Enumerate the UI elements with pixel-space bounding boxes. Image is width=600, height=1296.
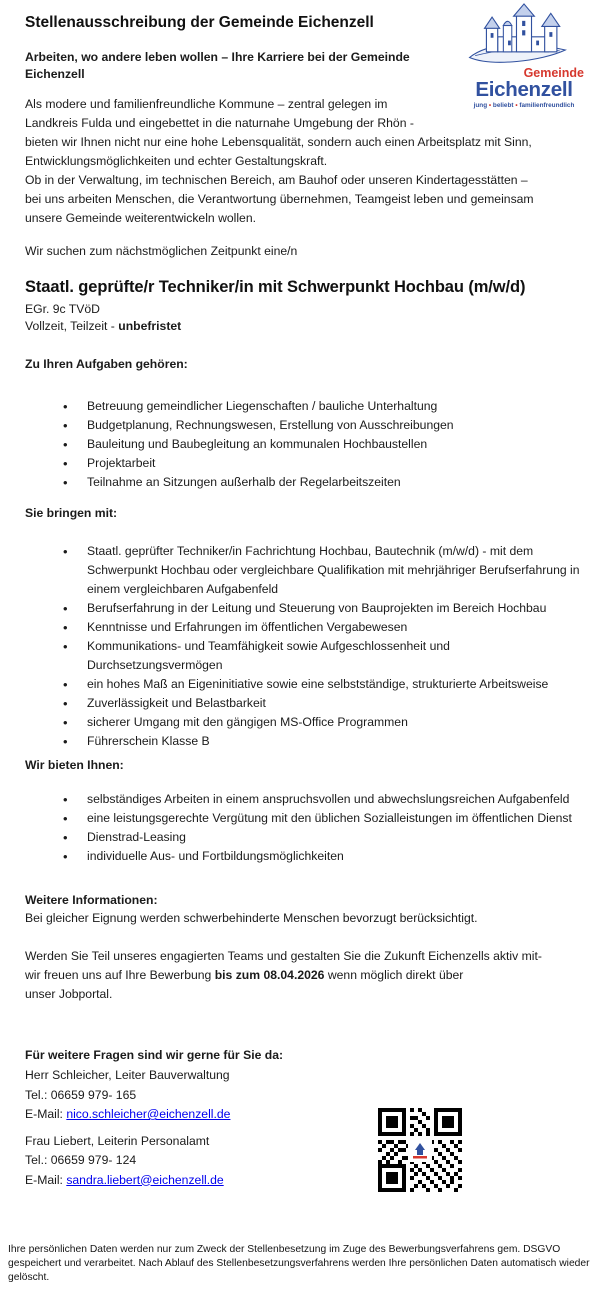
profile-item: • Berufserfahrung in der Leitung und Steuerung von Bauprojekten im Bereich Hochbau <box>87 599 585 618</box>
intro-line: Ob in der Verwaltung, im technischen Bereich, am Bauhof oder unseren Kindertagesstätten – <box>25 173 528 187</box>
contact-person-1 <box>25 1066 585 1125</box>
logo-tagline <box>460 102 588 109</box>
contact-name: Frau Liebert, Leiterin Personalamt <box>25 1133 210 1148</box>
logo-gemeinde-text: Gemeinde <box>523 66 584 80</box>
closing-paragraph <box>25 947 585 1004</box>
contact-email-line <box>25 1105 585 1125</box>
profile-item: • Zuverlässigkeit und Belastbarkeit <box>87 694 585 713</box>
offer-item: • eine leistungsgerechte Vergütung mit den üblichen Sozialleistungen im öffentlichen Dienst <box>87 809 585 828</box>
offer-item: • selbständiges Arbeiten in einem anspruchsvollen und abwechslungsreichen Aufgabenfeld <box>87 790 585 809</box>
email-label: E-Mail: <box>25 1172 67 1187</box>
contact-heading: Für weitere Fragen sind wir gerne für Sie da: <box>25 1048 284 1062</box>
profile-item: • ein hohes Maß an Eigeninitiative sowie eine selbstständige, strukturierte Arbeitsweise <box>87 675 585 694</box>
intro-line: bieten wir Ihnen nicht nur eine hohe Lebensqualität, sondern auch einen Arbeitsplatz mit Sinn, <box>25 135 532 149</box>
qr-finder-top-left <box>378 1108 406 1136</box>
closing-line-2 <box>25 966 585 985</box>
employment-type <box>25 318 585 335</box>
castle-illustration-icon <box>462 3 586 65</box>
contact-phone: Tel.: 06659 979- 124 <box>25 1153 137 1167</box>
email-link-liebert[interactable]: sandra.liebert@eichenzell.de <box>66 1172 224 1187</box>
subtitle-line-1: Arbeiten, wo andere leben wollen – Ihre Karriere bei der Gemeinde <box>25 50 410 64</box>
pay-grade: EGr. 9c TVöD <box>25 302 100 316</box>
closing-line-3: unser Jobportal. <box>25 987 113 1001</box>
application-deadline: bis zum 08.04.2026 <box>214 968 325 982</box>
tasks-heading: Zu Ihren Aufgaben gehören: <box>25 357 188 371</box>
intro-paragraph <box>25 95 585 228</box>
task-item: • Budgetplanung, Rechnungswesen, Erstellung von Ausschreibungen <box>87 416 585 435</box>
contact-email-line <box>25 1171 585 1191</box>
contact-phone: Tel.: 06659 979- 165 <box>25 1087 137 1102</box>
intro-line: unsere Gemeinde weiterentwickeln wollen. <box>25 211 257 225</box>
employment-prefix: Vollzeit, Teilzeit - <box>25 319 119 333</box>
offer-item: • individuelle Aus- und Fortbildungsmöglichkeiten <box>87 847 585 866</box>
closing-pre: wir freuen uns auf Ihre Bewerbung <box>25 968 215 982</box>
profile-heading: Sie bringen mit: <box>25 506 118 520</box>
profile-list <box>25 542 585 751</box>
equal-opportunity-note: Bei gleicher Eignung werden schwerbehinderte Menschen bevorzugt berücksichtigt. <box>25 911 478 925</box>
tagline-separator: • <box>515 102 518 109</box>
gemeinde-eichenzell-logo <box>460 3 588 109</box>
document-body <box>0 13 600 1190</box>
more-info-heading: Weitere Informationen: <box>25 893 158 907</box>
tagline-word: jung <box>473 102 488 109</box>
closing-line-1: Werden Sie Teil unseres engagierten Teams und gestalten Sie die Zukunft Eichenzells aktiv mit- <box>25 949 542 963</box>
qr-code <box>378 1108 462 1192</box>
job-title: Staatl. geprüfte/r Techniker/in mit Schwerpunkt Hochbau (m/w/d) <box>25 278 526 296</box>
profile-item: • Kenntnisse und Erfahrungen im öffentlichen Vergabewesen <box>87 618 585 637</box>
intro-line: Als modere und familienfreundliche Kommune – zentral gelegen im <box>25 97 388 111</box>
profile-item: • Führerschein Klasse B <box>87 732 585 751</box>
intro-line: Landkreis Fulda und eingebettet in die naturnahe Umgebung der Rhön - <box>25 116 414 130</box>
qr-finder-top-right <box>434 1108 462 1136</box>
task-item: • Bauleitung und Baubegleitung an kommunalen Hochbaustellen <box>87 435 585 454</box>
tagline-word: familienfreundlich <box>519 102 575 109</box>
page-title: Stellenausschreibung der Gemeinde Eichenzell <box>25 14 374 31</box>
logo-eichenzell-text: Eichenzell <box>475 78 573 101</box>
profile-item: • Kommunikations- und Teamfähigkeit sowie Aufgeschlossenheit und Durchsetzungsvermögen <box>87 637 585 675</box>
tasks-list <box>25 397 585 492</box>
seek-line: Wir suchen zum nächstmöglichen Zeitpunkt eine/n <box>25 244 298 258</box>
tagline-word: beliebt <box>492 102 514 109</box>
privacy-footer: Ihre persönlichen Daten werden nur zum Zweck der Stellenbesetzung im Zuge des Bewerbungsverfahrens gem. DSGVO gespeichert und verarbeitet. Nach Ablauf des Stellenbesetzungsverfahrens werden Ihre persönlichen Daten automatisch wieder gelöscht. <box>8 1244 590 1283</box>
email-link-schleicher[interactable]: nico.schleicher@eichenzell.de <box>66 1107 231 1121</box>
offer-item: • Dienstrad-Leasing <box>87 828 585 847</box>
intro-line: Entwicklungsmöglichkeiten und echter Gestaltungskraft. <box>25 154 328 168</box>
profile-item: • sicherer Umgang mit den gängigen MS-Office Programmen <box>87 713 585 732</box>
profile-item: • Staatl. geprüfter Techniker/in Fachrichtung Hochbau, Bautechnik (m/w/d) - mit dem Schwerpunkt Hochbau oder vergleichbare Qualifikation mit mehrjähriger Berufserfahrung in einem vergleichbaren Aufgabenfeld <box>87 542 585 599</box>
qr-finder-bottom-left <box>378 1164 406 1192</box>
closing-post: wenn möglich direkt über <box>324 968 464 982</box>
offer-heading: Wir bieten Ihnen: <box>25 758 124 772</box>
employment-term: unbefristet <box>118 319 182 333</box>
task-item: • Teilnahme an Sitzungen außerhalb der Regelarbeitszeiten <box>87 473 585 492</box>
contact-person-2 <box>25 1132 585 1191</box>
subtitle-line-2: Eichenzell <box>25 67 85 81</box>
email-label: E-Mail: <box>25 1107 67 1121</box>
qr-center-logo-icon <box>408 1138 432 1162</box>
task-item: • Projektarbeit <box>87 454 585 473</box>
task-item: • Betreuung gemeindlicher Liegenschaften / bauliche Unterhaltung <box>87 397 585 416</box>
intro-line: bei uns arbeiten Menschen, die Verantwortung übernehmen, Teamgeist leben und gemeinsam <box>25 192 534 206</box>
offer-list <box>25 790 585 866</box>
tagline-separator: • <box>488 102 492 109</box>
contact-name: Herr Schleicher, Leiter Bauverwaltung <box>25 1068 230 1082</box>
